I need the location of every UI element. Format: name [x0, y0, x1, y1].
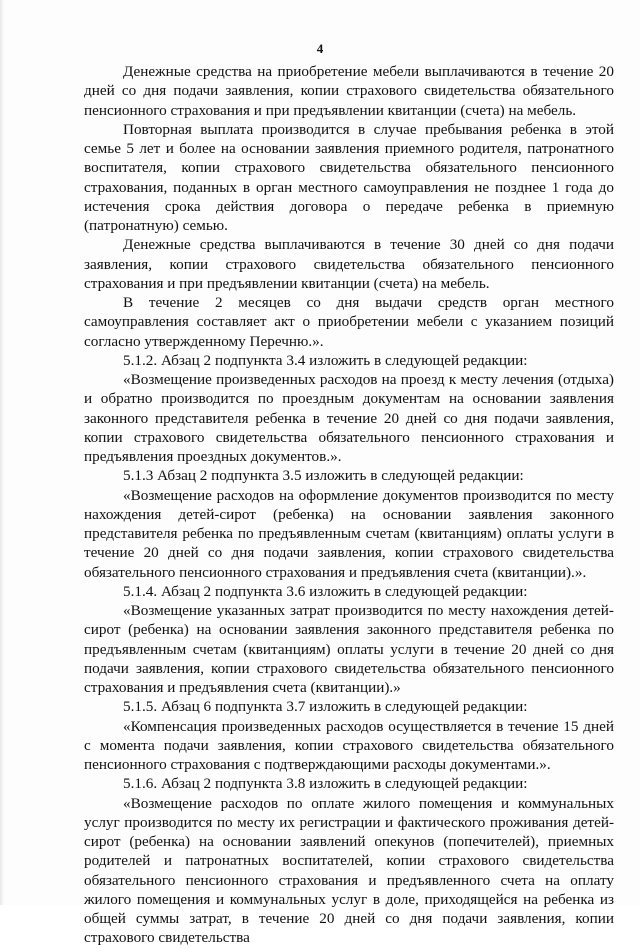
section-5-1-2-heading: 5.1.2. Абзац 2 подпункта 3.4 изложить в следующей редакции: [123, 351, 528, 369]
paragraph-furniture-act: В течение 2 месяцев со дня выдачи средств орган местного самоуправления составляет акт о приобретении мебели с указанием позиций согласно утвержденному Перечню.». [84, 294, 614, 350]
scan-edge-shadow [0, 0, 4, 905]
section-5-1-3-heading: 5.1.3 Абзац 2 подпункта 3.5 изложить в следующей редакции: [123, 467, 524, 485]
document-body [84, 62, 614, 948]
section-5-1-3-text: «Возмещение расходов на оформление документов производится по месту нахождения детей-сирот (ребенка) на основании заявления законного представителя ребенка по предъявленным счетам (квитанциям) оплаты услуги в течение 20 дней со дня подачи заявления, копии страхового свидетельства обязательного пенсионного страхования и предъявления счета (квитанции).». [84, 486, 614, 581]
paragraph-furniture-payment: Денежные средства на приобретение мебели выплачиваются в течение 20 дней со дня подачи заявления, копии страхового свидетельства обязательного пенсионного страхования и при предъявлении квитанции (счета) на мебель. [84, 63, 614, 119]
section-5-1-4-text: «Возмещение указанных затрат производится по месту нахождения детей-сирот (ребенка) на основании заявления законного представителя ребенка по предъявленным счетам (квитанциям) оплаты услуги в течение 20 дней со дня подачи заявления, копии страхового свидетельства обязательного пенсионного страхования и предъявления счета (квитанции).» [84, 602, 614, 696]
section-5-1-6-text: «Возмещение расходов по оплате жилого помещения и коммунальных услуг производится по месту их регистрации и фактического проживания детей-сирот (ребенка) на основании заявлений опекунов (попечителей), приемных родителей и патронатных воспитателей, копии страхового свидетельства обязательного пенсионного страхования и предъявленного счета на оплату жилого помещения и коммунальных услуг в доле, приходящейся на ребенка из общей суммы затрат, в течение 20 дней со дня подачи заявления, копии страхового свидетельства [84, 794, 614, 947]
section-5-1-4-heading: 5.1.4. Абзац 2 подпункта 3.6 изложить в следующей редакции: [123, 582, 528, 600]
section-5-1-5-text: «Компенсация произведенных расходов осуществляется в течение 15 дней с момента подачи заявления, копии страхового свидетельства обязательного пенсионного страхования с подтверждающими расходы документами.». [84, 717, 614, 773]
page-number: 4 [316, 41, 324, 56]
section-5-1-2-text: «Возмещение произведенных расходов на проезд к месту лечения (отдыха) и обратно производится по проездным документам на основании заявления законного представителя ребенка в течение 20 дней со дня подачи заявления, копии страхового свидетельства обязательного пенсионного страхования и предъявления проездных документов.». [84, 371, 614, 465]
section-5-1-6-heading: 5.1.6. Абзац 2 подпункта 3.8 изложить в следующей редакции: [123, 775, 528, 793]
paragraph-repeat-payment: Повторная выплата производится в случае пребывания ребенка в этой семье 5 лет и более на основании заявления приемного родителя, патронатного воспитателя, копии страхового свидетельства обязательного пенсионного страхования, поданных в орган местного самоуправления не позднее 1 года до истечения срока действия договора о передаче ребенка в приемную (патронатную) семью. [84, 120, 614, 234]
section-5-1-5-heading: 5.1.5. Абзац 6 подпункта 3.7 изложить в следующей редакции: [123, 698, 528, 716]
paragraph-payment-30-days: Денежные средства выплачиваются в течение 30 дней со дня подачи заявления, копии страхового свидетельства обязательного пенсионного страхования и при предъявлении квитанции (счета) на мебель. [84, 236, 614, 292]
